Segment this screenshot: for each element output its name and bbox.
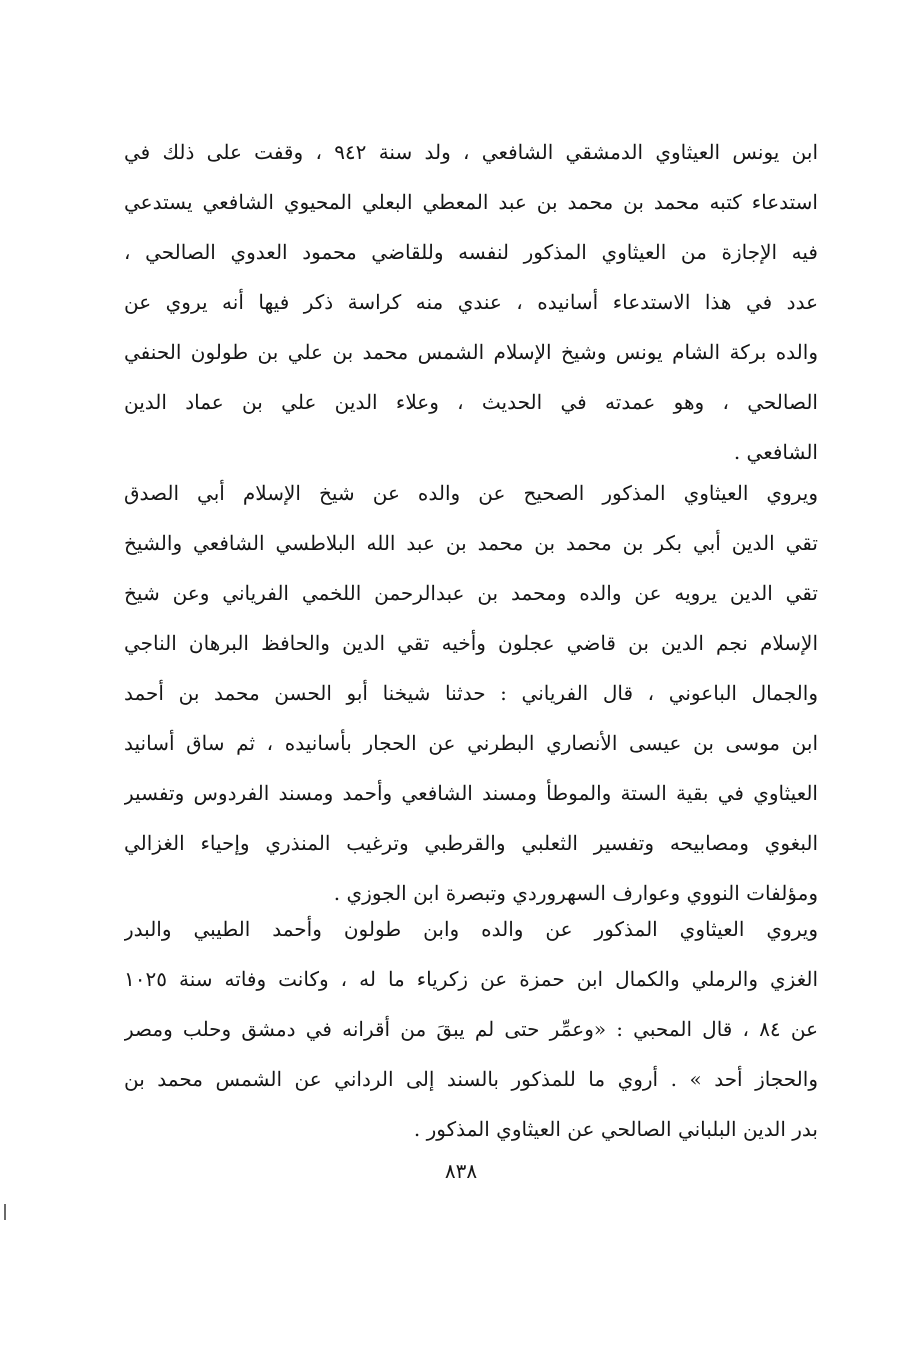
text-line: تقي الدين أبي بكر بن محمد بن محمد بن عبد الله البلاطسي الشافعي والشيخ (124, 531, 818, 555)
text-line: عن ٨٤ ، قال المحبي : «وعمِّر حتى لم يبقَ من أقرانه في دمشق وحلب ومصر (124, 1017, 818, 1041)
page-number: ٨٣٨ (444, 1159, 478, 1183)
text-line: العيثاوي في بقية الستة والموطأ ومسند الشافعي وأحمد ومسند الفردوس وتفسير (124, 781, 818, 805)
text-line: ابن يونس العيثاوي الدمشقي الشافعي ، ولد سنة ٩٤٢ ، وقفت على ذلك في (124, 140, 818, 164)
text-line: عدد في هذا الاستدعاء أسانيده ، عندي منه كراسة ذكر فيها أنه يروي عن (124, 290, 818, 314)
text-line: والده بركة الشام يونس وشيخ الإسلام الشمس محمد بن علي بن طولون الحنفي (124, 340, 818, 364)
text-line: فيه الإجازة من العيثاوي المذكور لنفسه وللقاضي محمود العدوي الصالحي ، (124, 240, 818, 264)
text-line: تقي الدين يرويه عن والده ومحمد بن عبدالرحمن اللخمي الفرياني وعن شيخ (124, 581, 818, 605)
text-line: الإسلام نجم الدين بن قاضي عجلون وأخيه تقي الدين والحافظ البرهان الناجي (124, 631, 818, 655)
text-line: البغوي ومصابيحه وتفسير الثعلبي والقرطبي وترغيب المنذري وإحياء الغزالي (124, 831, 818, 855)
paragraph-3 (124, 904, 818, 1154)
text-line: الغزي والرملي والكمال ابن حمزة عن زكرياء ما له ، وكانت وفاته سنة ١٠٢٥ (124, 967, 818, 991)
text-line: ومؤلفات النووي وعوارف السهروردي وتبصرة ابن الجوزي . (333, 881, 818, 905)
text-line: ويروي العيثاوي المذكور الصحيح عن والده عن شيخ الإسلام أبي الصدق (124, 481, 818, 505)
paragraph-1 (124, 127, 818, 477)
text-line: والحجاز أحد » . أروي ما للمذكور بالسند إلى الرداني عن الشمس محمد بن (124, 1067, 818, 1091)
text-line: ويروي العيثاوي المذكور عن والده وابن طولون وأحمد الطيبي والبدر (124, 917, 818, 941)
paragraph-2 (124, 468, 818, 918)
text-line: بدر الدين البلباني الصالحي عن العيثاوي المذكور . (413, 1117, 818, 1141)
text-line: ابن موسى بن عيسى الأنصاري البطرني عن الحجار بأسانيده ، ثم ساق أسانيد (124, 731, 818, 755)
text-line: والجمال الباعوني ، قال الفرياني : حدثنا شيخنا أبو الحسن محمد بن أحمد (124, 681, 818, 705)
scan-edge-mark (4, 1204, 6, 1220)
text-line: استدعاء كتبه محمد بن محمد بن عبد المعطي البعلي المحيوي الشافعي يستدعي (124, 190, 818, 214)
text-line: الصالحي ، وهو عمدته في الحديث ، وعلاء الدين علي بن عماد الدين (124, 390, 818, 414)
text-line: الشافعي . (733, 440, 818, 464)
